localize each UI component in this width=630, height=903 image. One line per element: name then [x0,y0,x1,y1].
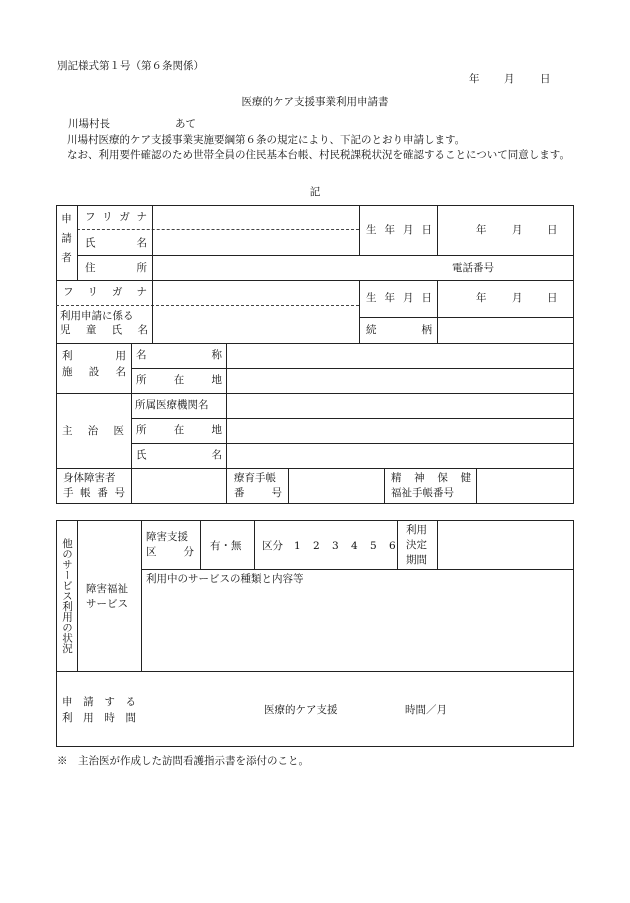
facility-name-field[interactable] [227,344,573,367]
facility-name-label: 名 称 [136,349,222,361]
support-class-label-line1: 障害支援 [146,531,188,543]
doctor-institution-label: 所属医療機関名 [135,399,209,411]
other-services-group-label: 他のサービス利用の状況 [61,538,73,654]
class-option-1[interactable]: 1 [294,540,301,552]
facility-location-label: 所 在 地 [136,374,222,386]
document-title: 医療的ケア支援事業利用申請書 [241,96,389,108]
decision-period-label-line1: 利用 [406,524,427,536]
doctor-location-field[interactable] [227,419,573,442]
class-option-2[interactable]: 2 [313,540,320,552]
decision-period-field[interactable] [438,521,573,568]
applicant-birth-year: 年 [476,224,487,236]
child-furigana-field[interactable] [153,281,358,304]
phone-label: 電話番号 [452,262,494,274]
applicant-birth-month: 月 [512,224,523,236]
doctor-name-field[interactable] [227,444,573,467]
yes-no-choice[interactable]: 有・無 [210,540,242,552]
applicant-birthdate-field[interactable] [438,206,573,254]
applicant-name-field[interactable] [153,230,358,254]
welfare-service-label-line1: 障害福祉 [86,583,128,595]
relation-label: 続 柄 [366,324,432,336]
child-name-field[interactable] [153,306,358,342]
class-option-5[interactable]: 5 [370,540,377,552]
doctor-name-label: 氏 名 [136,449,222,461]
requested-time-label-line1: 申 請 す る [62,696,136,708]
date-month: 月 [504,73,515,85]
decision-period-label-line2: 決定 [406,539,427,551]
attachment-note: ※ 主治医が作成した訪問看護指示書を添付のこと。 [57,755,309,767]
applicant-address-label: 住 所 [85,262,147,274]
child-birthdate-field[interactable] [438,281,573,316]
child-birthdate-label: 生 年 月 日 [366,292,432,304]
child-name-label-line1: 利用申請に係る [60,310,134,322]
facility-group-label-line2: 施 設 名 [62,366,126,378]
date-year: 年 [469,73,480,85]
applicant-group-label: 申請者 [60,213,72,272]
physical-cert-label-line2: 手 帳 番 号 [63,487,125,499]
mental-cert-field[interactable] [477,469,573,502]
applicant-name-label: 氏 名 [85,237,147,249]
ki-label: 記 [309,186,321,198]
ryoiku-cert-field[interactable] [289,469,383,502]
requested-time-unit: 時間／月 [405,704,447,716]
applicant-birthdate-label: 生 年 月 日 [366,224,432,236]
child-name-label-line2: 児 童 氏 名 [60,324,148,336]
doctor-institution-field[interactable] [227,394,573,417]
class-option-3[interactable]: 3 [332,540,339,552]
applicant-address-field[interactable] [153,256,573,279]
form-number: 別記様式第１号（第６条関係） [57,60,204,72]
intro-paragraph-1: 川場村医療的ケア支援事業実施要綱第６条の規定により、下記のとおり申請します。 [67,134,466,146]
welfare-service-label-line2: サービス [86,598,128,610]
date-day: 日 [540,73,551,85]
class-option-6[interactable]: 6 [389,540,396,552]
physical-cert-field[interactable] [132,469,225,502]
ryoiku-cert-label-line2: 番 号 [234,487,282,499]
relation-field[interactable] [438,318,573,342]
mental-cert-label-line2: 福祉手帳番号 [391,487,454,499]
class-option-4[interactable]: 4 [351,540,358,552]
facility-location-field[interactable] [227,369,573,392]
child-birth-month: 月 [512,292,523,304]
facility-group-label-line1: 利 用 [62,350,126,362]
decision-period-label-line3: 期間 [406,554,427,566]
services-in-use-field[interactable] [142,587,573,670]
requested-time-label-line2: 利 用 時 間 [62,712,136,724]
addressee-suffix: あて [175,118,196,130]
applicant-furigana-field[interactable] [153,206,358,229]
child-furigana-label: フ リ ガ ナ [63,286,147,298]
mental-cert-label-line1: 精 神 保 健 [391,472,471,484]
applicant-furigana-label: フ リ ガ ナ [85,211,147,223]
doctor-group-label: 主 治 医 [62,425,124,437]
class-label: 区分 [262,540,283,552]
physical-cert-label-line1: 身体障害者 [63,472,116,484]
services-in-use-label: 利用中のサービスの種類と内容等 [146,573,304,585]
ryoiku-cert-label-line1: 療育手帳 [234,472,276,484]
support-class-label-line2: 区 分 [146,546,194,558]
applicant-birth-day: 日 [547,224,558,236]
addressee-name: 川場村長 [68,118,110,130]
child-birth-year: 年 [476,292,487,304]
child-birth-day: 日 [547,292,558,304]
requested-hours-field[interactable] [350,700,400,718]
intro-paragraph-2: なお、利用要件確認のため世帯全員の住民基本台帳、村民税課税状況を確認することについて同意します。 [67,149,570,161]
doctor-location-label: 所 在 地 [136,424,222,436]
requested-service-name: 医療的ケア支援 [264,704,338,716]
